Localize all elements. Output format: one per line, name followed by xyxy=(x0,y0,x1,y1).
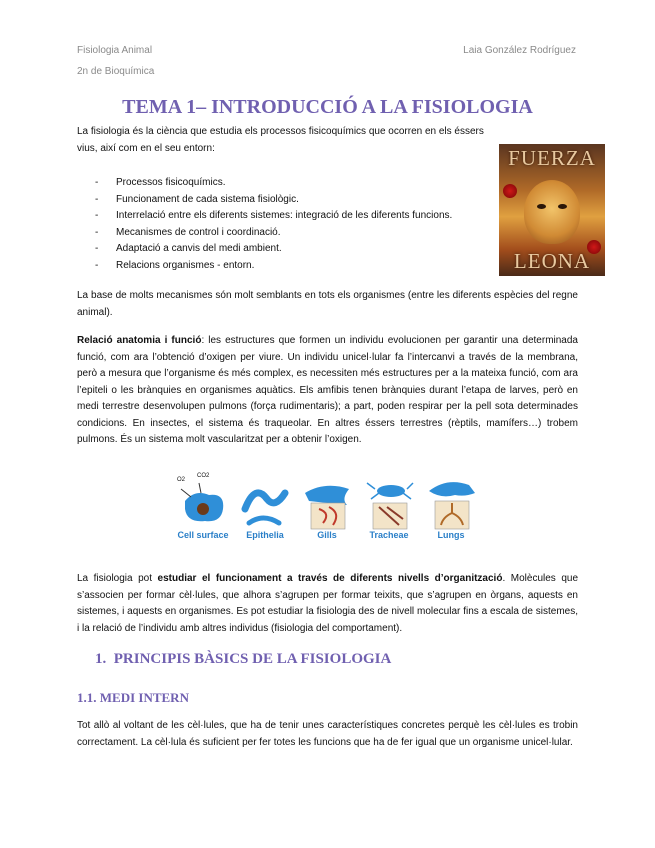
lion-eye xyxy=(537,204,546,209)
cell-surface-illustration xyxy=(177,479,231,533)
levels-text-post: . Molècules que s’associen per formar cèl·lules, que alhora s’agrupen per formar teixits, que s’agrupen en òrgans, aquests en sistemes, i aquests en organismes. Es pot estudiar la fisiologia des de nivell molecular fins a escala de sistemes, i la relació de l’individu amb altres individus (fisiologia del comportament). xyxy=(77,573,578,634)
page-header-left xyxy=(77,40,154,82)
tracheae-illustration xyxy=(363,479,417,533)
o2-label: O2 xyxy=(177,477,186,483)
medi-intern-paragraph: Tot allò al voltant de les cèl·lules, que ha de tenir unes característiques concretes perquè les cèl·lules es trobin correctament. La cèl·lula és suficient per fer totes les funcions que ha de fer igual que un organisme unicel·lular. xyxy=(77,720,578,748)
list-item: - Funcionament de cada sistema fisiològic. xyxy=(95,192,452,209)
figure-label: Lungs xyxy=(437,530,465,540)
lion-face xyxy=(524,180,580,244)
respiration-figure xyxy=(177,473,479,549)
levels-term: estudiar el funcionament a través de diferents nivells d’organització xyxy=(157,573,503,584)
figure-label: Epithelia xyxy=(246,530,284,540)
co2-label: CO2 xyxy=(197,473,210,479)
poster-bottom-word: LEONA xyxy=(513,249,591,273)
poster-top-word: FUERZA xyxy=(508,146,596,170)
lungs-illustration xyxy=(425,479,479,533)
list-item: - Interrelació entre els diferents sistemes: integració de les diferents funcions. xyxy=(95,208,452,225)
relation-text: : les estructures que formen un individu evolucionen per garantir una determinada funció, com ara l’obtenció d’oxigen per viure. Un individu unicel·lular fa l’intercanvi a través de la membrana, però a mesura que l’organisme és més complex, es necessiten més estructures per a la mateixa funció, com ara l’epiteli o les brànquies en organismes aquàtics. Els amfibis tenen brànquies durant l’etapa de larves, però en medi terrestre desenvolupen pulmons (força rudimentaris); a part, poden respirar per la pell sota determinades condicions. En insectes, el sistema és traqueolar. En altres éssers terrestres (rèptils, mamífers…) trobem pulmons. És un sistema molt vascularitzat per a obtenir l’oxigen. xyxy=(77,335,578,445)
figure-label: Tracheae xyxy=(369,530,409,540)
list-item: - Mecanismes de control i coordinació. xyxy=(95,225,452,242)
section-number: 1. xyxy=(95,651,107,667)
list-item: - Adaptació a canvis del medi ambient. xyxy=(95,241,452,258)
rose-decoration xyxy=(503,184,517,198)
section-heading xyxy=(95,651,391,668)
figure-label: Gills xyxy=(317,530,337,540)
figure-label: Cell surface xyxy=(177,530,229,540)
course-label: 2n de Bioquímica xyxy=(77,66,155,77)
relation-paragraph xyxy=(77,333,578,449)
list-item: - Processos fisicoquímics. xyxy=(95,175,452,192)
gills-illustration xyxy=(301,479,355,533)
section-title: PRINCIPIS BÀSICS DE LA FISIOLOGIA xyxy=(113,651,392,667)
author-label: Laia González Rodríguez xyxy=(463,45,576,56)
lion-eye xyxy=(558,204,567,209)
document-title: TEMA 1– INTRODUCCIÓ A LA FISIOLOGIA xyxy=(122,96,533,118)
list-item: - Relacions organismes - entorn. xyxy=(95,258,452,275)
relation-term: Relació anatomia i funció xyxy=(77,335,202,346)
epithelia-illustration xyxy=(239,479,293,533)
subsection-heading: 1.1. MEDI INTERN xyxy=(77,690,189,705)
levels-text-pre: La fisiologia pot xyxy=(77,573,158,584)
levels-paragraph xyxy=(77,571,578,637)
intro-paragraph: La fisiologia és la ciència que estudia els processos fisicoquímics que ocorren en els éssers vius, així com en el seu entorn: xyxy=(77,126,484,154)
lion-poster-image xyxy=(499,144,605,276)
topics-list xyxy=(95,175,452,274)
base-paragraph: La base de molts mecanismes són molt semblants en tots els organismes (entre les diferents espècies del regne animal). xyxy=(77,290,578,318)
subject-label: Fisiologia Animal xyxy=(77,45,153,56)
